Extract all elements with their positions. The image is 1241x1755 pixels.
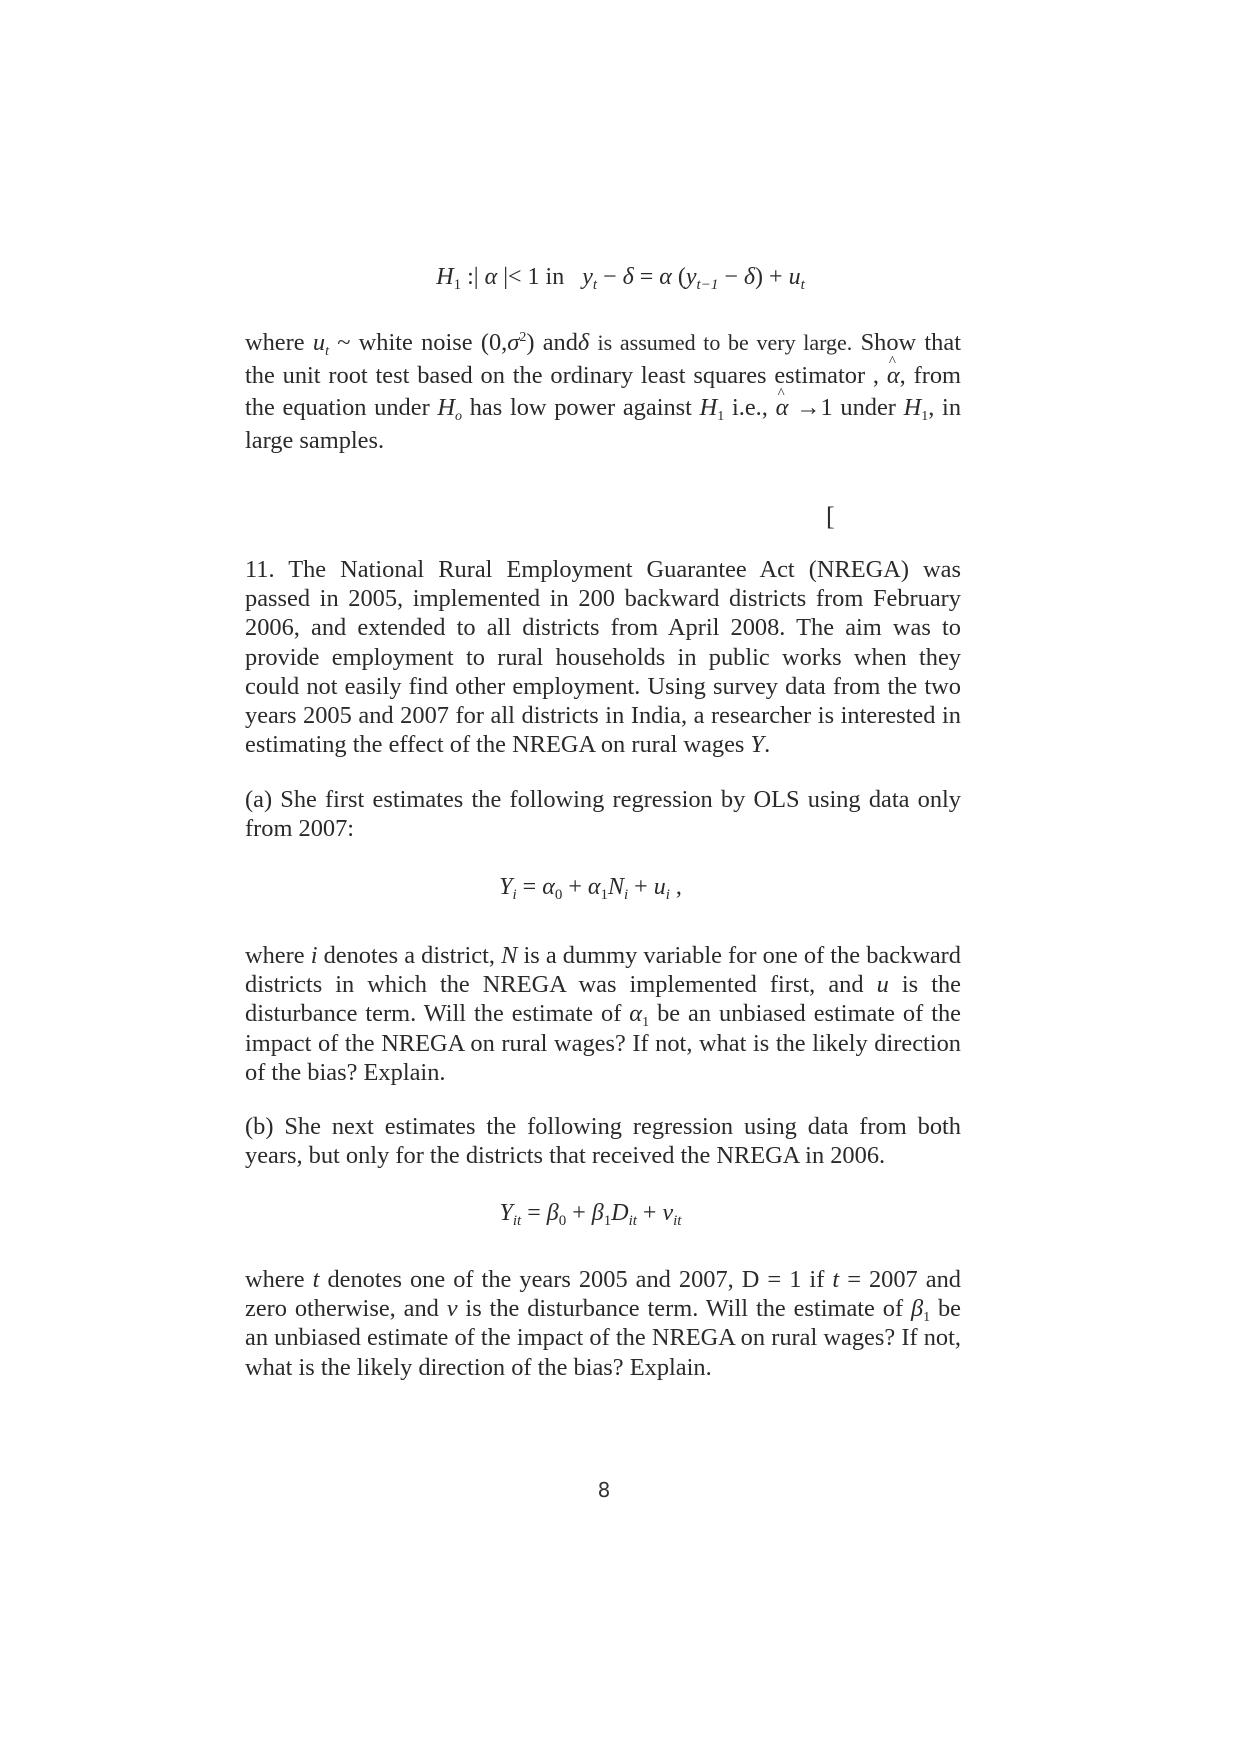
question-11-part-a: (a) She first estimates the following regression by OLS using data only from 2007: xyxy=(245,786,961,843)
mark-bracket: [ xyxy=(826,502,835,531)
hypothesis-equation: $H_1$ :| α |< 1 in $y_t - \delta = \alpha$ $(y_{t-1} - \delta) + u_t$ xyxy=(436,264,805,293)
question-10-text: where $u_t$ ~ white noise $(0,\sigma^2)$ andδ is assumed to be very large. Show that the unit root test based on the ordinary least squares estimator , ^ α, from the equation under $H_o$ has low power against $H_1$ i.e., ^ α →1 under $H_1$, in large samples. xyxy=(245,327,961,457)
question-11-part-b: (b) She next estimates the following regression using data from both years, but only for the districts that received the NREGA in 2006. xyxy=(245,1113,961,1170)
question-11-part-a-explanation: where i denotes a district, N is a dummy variable for one of the backward districts in which the NREGA was implemented first, and u is the disturbance term. Will the estimate of $\alpha_1$ be an unbiased estimate of the impact of the NREGA on rural wages? If not, what is the likely direction of the bias? Explain. xyxy=(245,942,961,1086)
question-11-part-b-explanation: where t denotes one of the years 2005 and 2007, D = 1 if t = 2007 and zero otherwise, and v is the disturbance term. Will the estimate of $\beta_1$ be an unbiased estimate of the impact of the NREGA on rural wages? If not, what is the likely direction of the bias? Explain. xyxy=(245,1266,961,1381)
regression-equation-a: $Y_i = \alpha_0 + \alpha_1N_i + u_i$ , xyxy=(499,874,682,903)
regression-equation-b: $Y_{it} = \beta_0 + \beta_1D_{it} + v_{it}$ xyxy=(499,1200,682,1229)
page-number: 8 xyxy=(597,1478,611,1502)
question-11-intro: 11. The National Rural Employment Guarantee Act (NREGA) was passed in 2005, implemented in 200 backward districts from February 2006, and extended to all districts from April 2008. The aim was to provide employment to rural households in public works when they could not easily find other employment. Using survey data from the two years 2005 and 2007 for all districts in India, a researcher is interested in estimating the effect of the NREGA on rural wages Y. xyxy=(245,556,961,759)
